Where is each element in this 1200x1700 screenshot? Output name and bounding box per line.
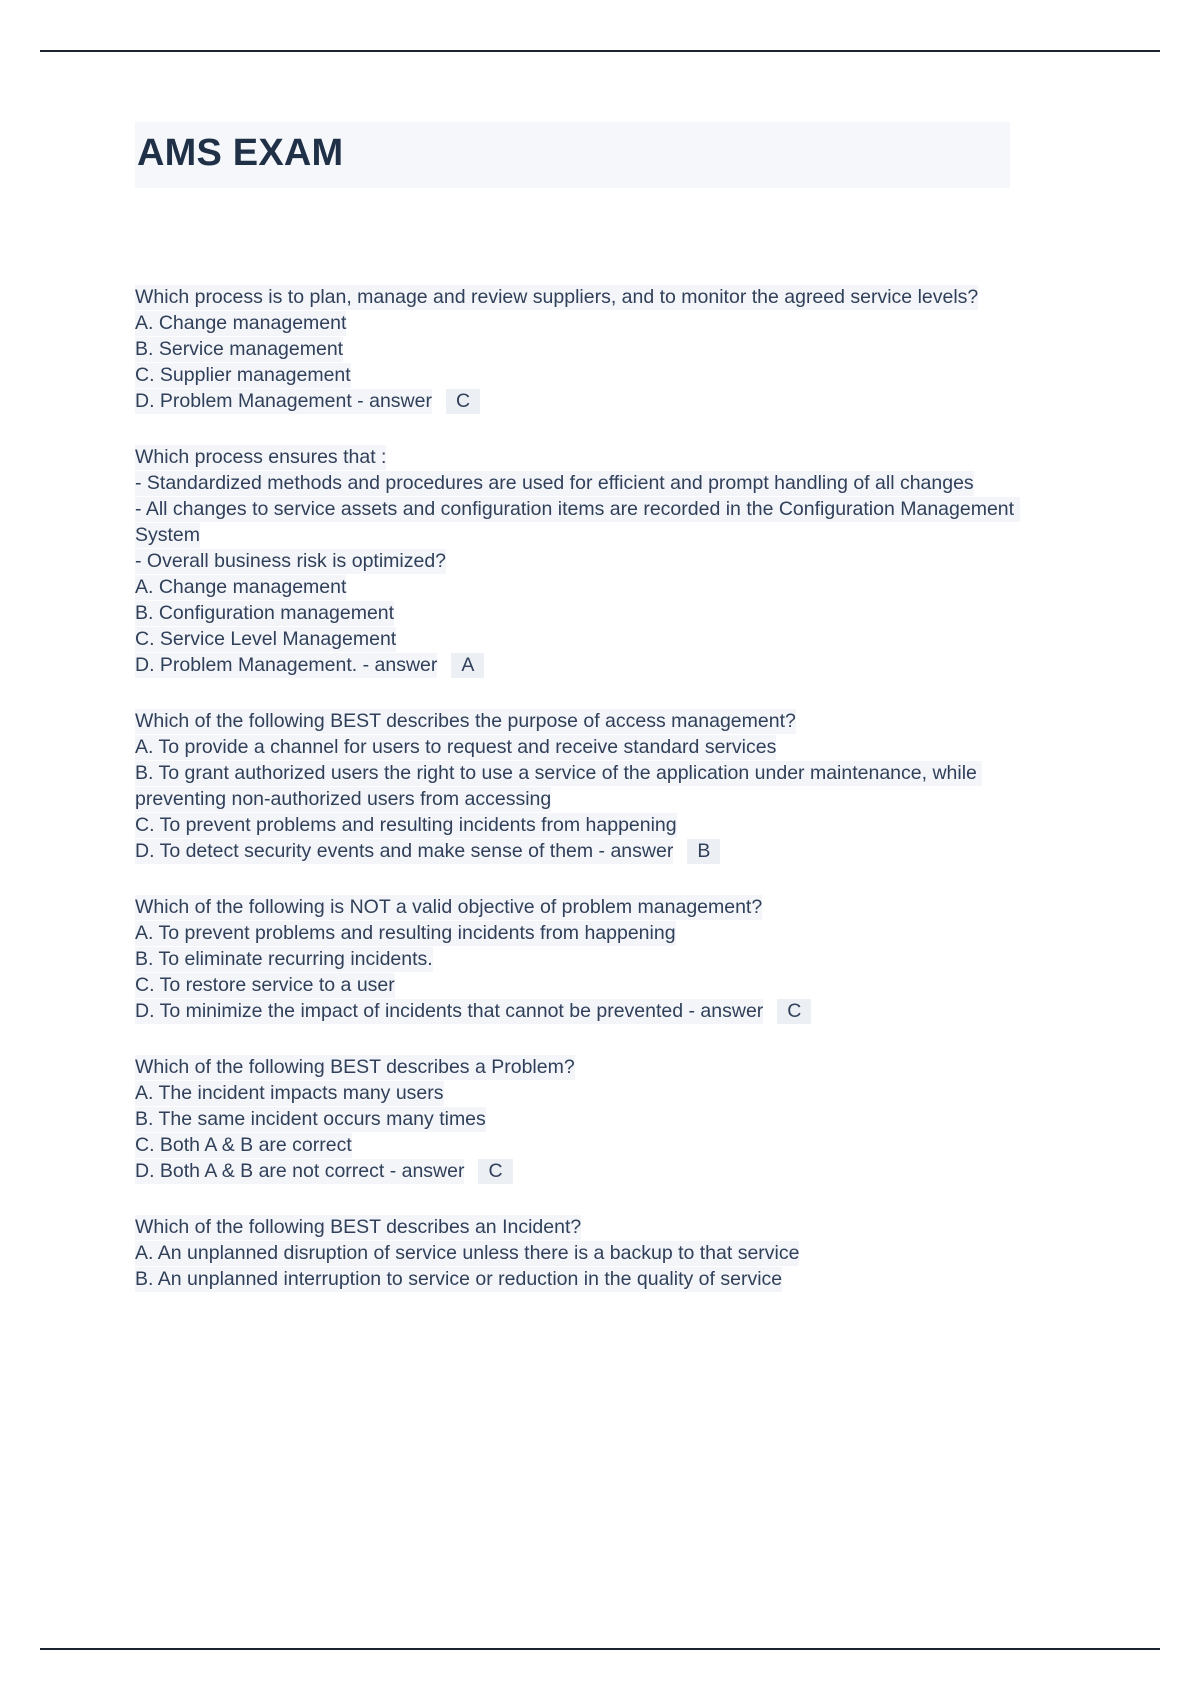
- option-b: [135, 336, 1015, 362]
- option-line: C. Supplier management: [135, 363, 351, 386]
- questions-list: [135, 284, 1020, 1292]
- option-b: [135, 1266, 1015, 1292]
- page-bottom-rule: [40, 1648, 1160, 1650]
- option-c: [135, 1132, 1015, 1158]
- option-d-with-answer: [135, 1158, 1015, 1184]
- question-text: [135, 284, 1015, 310]
- option-line: B. Service management: [135, 337, 344, 360]
- option-d-with-answer: [135, 838, 1015, 864]
- option-b: [135, 600, 1015, 626]
- answer-value: B: [687, 839, 720, 864]
- question-line: - All changes to service assets and configuration items are recorded in the Configuration Management System: [135, 497, 1020, 546]
- question-detail: [135, 496, 1020, 548]
- question-block: [135, 894, 1015, 1024]
- option-line: C. To restore service to a user: [135, 973, 395, 996]
- option-line: B. To grant authorized users the right to use a service of the application under maintenance, while preventing non-authorized users from accessing: [135, 761, 983, 810]
- option-b: [135, 946, 1015, 972]
- answer-value: C: [446, 389, 480, 414]
- option-a: [135, 310, 1015, 336]
- answer-value: C: [478, 1159, 512, 1184]
- question-line: - Standardized methods and procedures are used for efficient and prompt handling of all changes: [135, 471, 974, 494]
- option-a: [135, 1080, 1015, 1106]
- question-detail: [135, 470, 1015, 496]
- option-line: B. The same incident occurs many times: [135, 1107, 486, 1130]
- document-content: [135, 122, 1020, 1322]
- page-title: AMS EXAM: [137, 132, 344, 174]
- option-line: B. An unplanned interruption to service or reduction in the quality of service: [135, 1267, 783, 1290]
- option-line: B. Configuration management: [135, 601, 395, 624]
- option-line: C. To prevent problems and resulting incidents from happening: [135, 813, 677, 836]
- option-b: [135, 760, 1015, 812]
- option-d-with-answer: [135, 388, 1015, 414]
- answer-value: C: [777, 999, 811, 1024]
- option-line: C. Both A & B are correct: [135, 1133, 352, 1156]
- option-c: [135, 812, 1015, 838]
- question-block: [135, 284, 1015, 414]
- option-d-with-answer: [135, 652, 1015, 678]
- option-a: [135, 1240, 1015, 1266]
- option-c: [135, 626, 1015, 652]
- option-line: A. An unplanned disruption of service unless there is a backup to that service: [135, 1241, 800, 1264]
- question-block: [135, 1054, 1015, 1184]
- question-line: Which of the following BEST describes an Incident?: [135, 1215, 582, 1238]
- question-line: - Overall business risk is optimized?: [135, 549, 447, 572]
- option-line: C. Service Level Management: [135, 627, 397, 650]
- question-block: [135, 444, 1020, 678]
- option-line: D. Problem Management - answer: [135, 389, 432, 412]
- option-line: A. Change management: [135, 575, 347, 598]
- option-line: D. Problem Management. - answer: [135, 653, 438, 676]
- option-line: A. To provide a channel for users to request and receive standard services: [135, 735, 777, 758]
- option-line: A. Change management: [135, 311, 347, 334]
- question-line: Which process ensures that :: [135, 445, 387, 468]
- title-band: [135, 122, 1010, 188]
- option-line: A. The incident impacts many users: [135, 1081, 444, 1104]
- question-text: [135, 894, 1015, 920]
- question-text: [135, 708, 1015, 734]
- question-block: [135, 1214, 1015, 1292]
- option-line: B. To eliminate recurring incidents.: [135, 947, 433, 970]
- option-line: D. To detect security events and make sense of them - answer: [135, 839, 674, 862]
- option-a: [135, 920, 1015, 946]
- option-c: [135, 972, 1015, 998]
- option-line: D. Both A & B are not correct - answer: [135, 1159, 465, 1182]
- option-a: [135, 574, 1015, 600]
- question-detail: [135, 548, 1015, 574]
- question-line: Which of the following BEST describes a Problem?: [135, 1055, 575, 1078]
- option-d-with-answer: [135, 998, 1015, 1024]
- question-block: [135, 708, 1015, 864]
- option-a: [135, 734, 1015, 760]
- answer-value: A: [451, 653, 484, 678]
- question-text: [135, 1054, 1015, 1080]
- option-c: [135, 362, 1015, 388]
- page-top-rule: [40, 50, 1160, 52]
- question-text: [135, 444, 1015, 470]
- question-line: Which of the following is NOT a valid objective of problem management?: [135, 895, 763, 918]
- option-line: D. To minimize the impact of incidents that cannot be prevented - answer: [135, 999, 764, 1022]
- option-b: [135, 1106, 1015, 1132]
- question-text: [135, 1214, 1015, 1240]
- question-line: Which process is to plan, manage and review suppliers, and to monitor the agreed service levels?: [135, 285, 979, 308]
- option-line: A. To prevent problems and resulting incidents from happening: [135, 921, 676, 944]
- question-line: Which of the following BEST describes the purpose of access management?: [135, 709, 796, 732]
